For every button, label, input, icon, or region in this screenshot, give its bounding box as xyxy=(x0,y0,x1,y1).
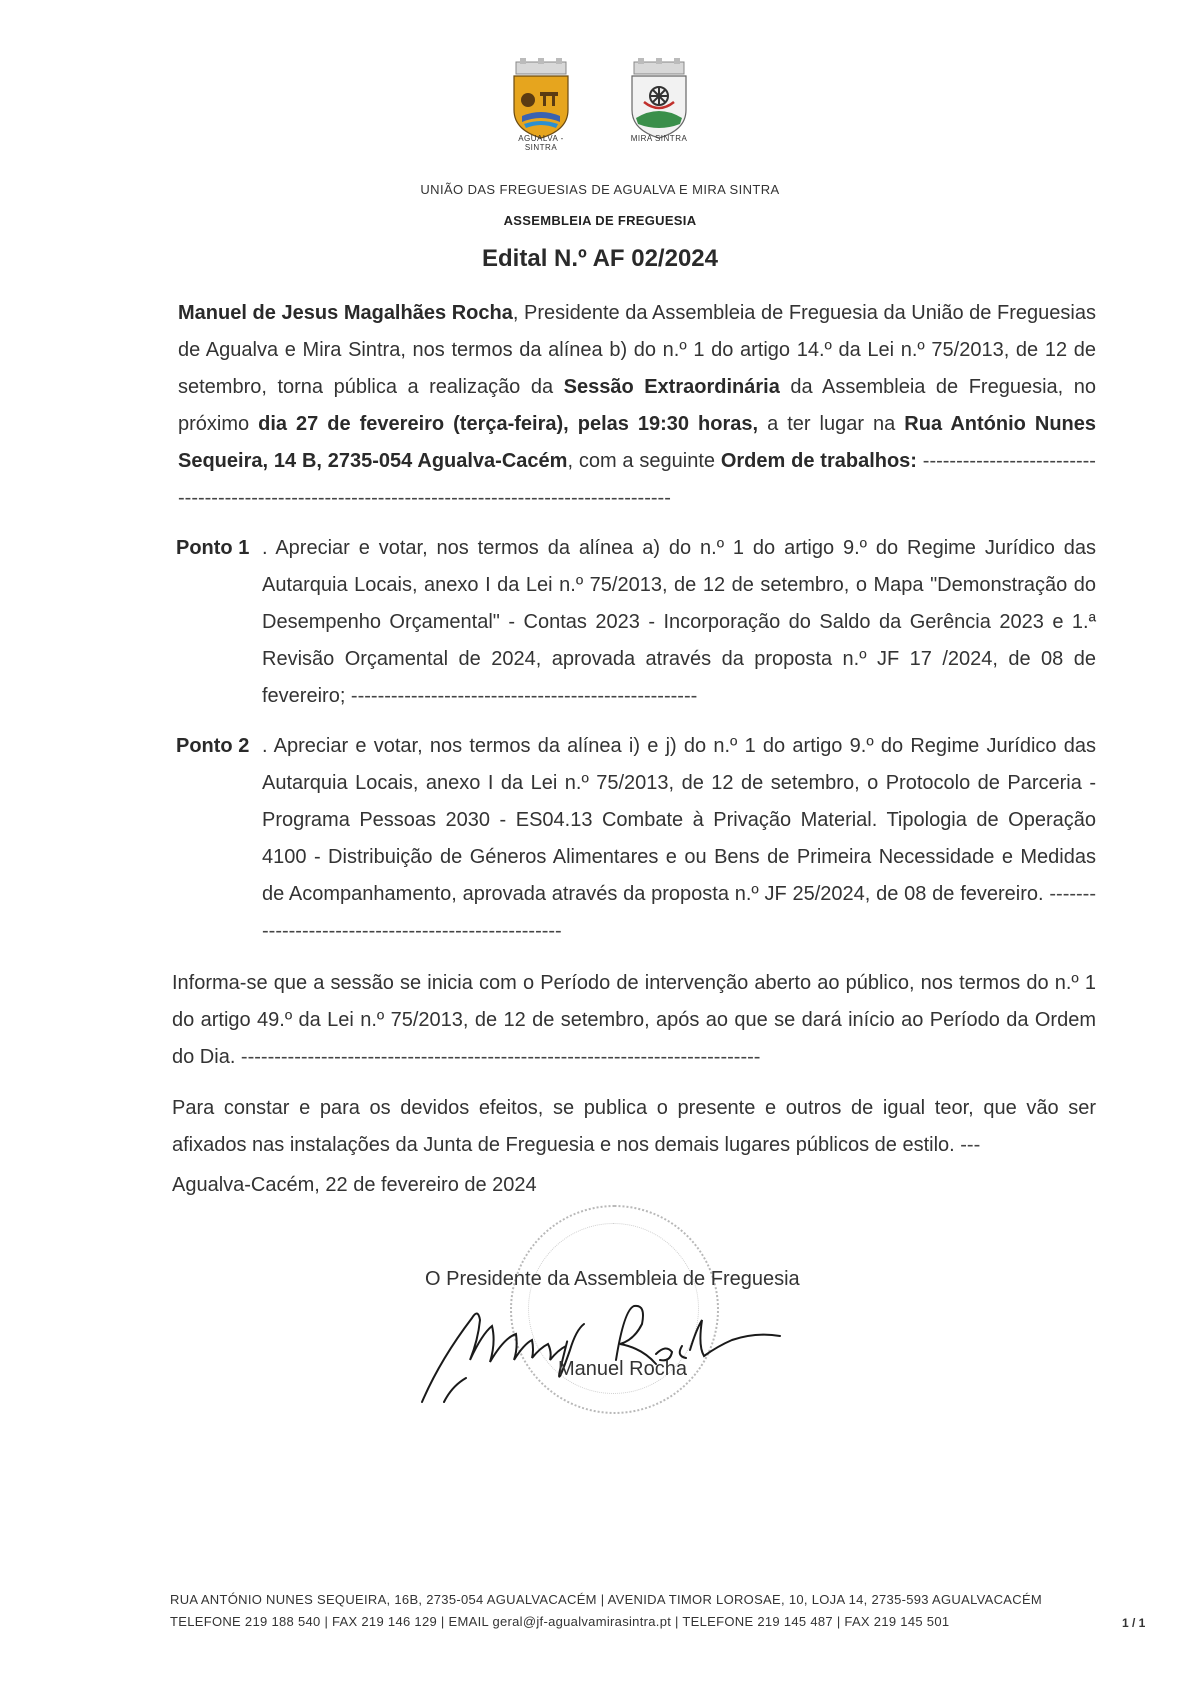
agenda-item-2-text: . Apreciar e votar, nos termos da alínea i) e j) do n.º 1 do artigo 9.º do Regime Jurídico das Autarquia Locais, anexo I da Lei n.º 75/2013, de 12 de setembro, o Protocolo de Parceria - Programa Pessoas 2030 - ES04.13 Combate à Privação Material. Tipologia de Operação 4100 - Distribuição de Géneros Alimentares e ou Bens de Primeira Necessidade e Medidas de Acompanhamento, aprovada através da proposta n.º JF 25/2024, de 08 de fevereiro. xyxy=(262,735,1096,905)
closing-paragraph xyxy=(172,1090,1096,1164)
page-number: 1 / 1 xyxy=(1122,1616,1146,1630)
union-name: UNIÃO DAS FREGUESIAS DE AGUALVA E MIRA SINTRA xyxy=(420,182,780,197)
signer-name: Manuel Rocha xyxy=(558,1358,687,1380)
info-text: Informa-se que a sessão se inicia com o Período de intervenção aberto ao público, nos termos do n.º 1 do artigo 49.º da Lei n.º 75/2013, de 12 de setembro, após ao que se dará início ao Período da Ordem do Dia. xyxy=(172,972,1096,1068)
closing-text: Para constar e para os devidos efeitos, se publica o presente e outros de igual teor, que vão ser afixados nas instalações da Junta de Freguesia e nos demais lugares públicos de estilo. xyxy=(172,1097,1096,1156)
president-name: Manuel de Jesus Magalhães Rocha xyxy=(178,302,513,324)
agenda-item-2-label: Ponto 2 xyxy=(176,735,250,757)
session-address: Rua António Nunes Sequeira, 14 B, 2735-054 Agualva-Cacém xyxy=(178,413,1096,472)
info-paragraph xyxy=(172,965,1096,1076)
intro-text-3: a ter lugar na xyxy=(758,413,905,435)
intro-text-1: , Presidente da Assembleia de Freguesia da União de Freguesias de Agualva e Mira Sintra, nos termos da alínea b) do n.º 1 do artigo 14.º da Lei n.º 75/2013, de 12 de setembro, torna pública a realização da xyxy=(178,302,1096,398)
agenda-label: Ordem de trabalhos: xyxy=(720,450,917,472)
session-type: Sessão Extraordinária xyxy=(563,376,780,398)
agenda-item-1 xyxy=(176,530,1096,715)
crests-header xyxy=(0,58,1200,156)
closing-dashes: --- xyxy=(954,1134,981,1156)
agenda-item-2-dashes: ---------------------------------------------------- xyxy=(262,883,1096,942)
assembly-name: ASSEMBLEIA DE FREGUESIA xyxy=(503,213,697,228)
signer-title: O Presidente da Assembleia de Freguesia xyxy=(425,1268,800,1290)
agenda-item-2 xyxy=(176,728,1096,950)
intro-text-4: , com a seguinte xyxy=(567,450,721,472)
agenda-item-1-text: . Apreciar e votar, nos termos da alínea a) do n.º 1 do artigo 9.º do Regime Jurídico das Autarquia Locais, anexo I da Lei n.º 75/2013, de 12 de setembro, o Mapa "Demonstração do Desempenho Orçamental" - Contas 2023 - Incorporação do Saldo da Gerência 2023 e 1.ª Revisão Orçamental de 2024, aprovada através da proposta n.º JF 17 /2024, de 08 de fevereiro; xyxy=(262,537,1096,707)
session-date-time: dia 27 de fevereiro (terça-feira), pelas 19:30 horas, xyxy=(258,413,759,435)
agualva-crest-logo xyxy=(502,58,580,156)
intro-text-2: da Assembleia de Freguesia, no próximo xyxy=(178,376,1096,435)
place-date: Agualva-Cacém, 22 de fevereiro de 2024 xyxy=(172,1174,537,1196)
info-dashes: ------------------------------------------------------------------------------ xyxy=(235,1046,761,1068)
mira-sintra-crest-logo xyxy=(620,58,698,156)
intro-paragraph xyxy=(178,295,1096,517)
agenda-item-1-label: Ponto 1 xyxy=(176,537,250,559)
agenda-item-1-dashes: ---------------------------------------------------- xyxy=(345,685,698,707)
intro-dashes: ---------------------------------------------------------------------------------------------------- xyxy=(178,450,1096,509)
agualva-crest-caption: AGUALVA - SINTRA xyxy=(518,134,564,152)
handwritten-signature xyxy=(420,1290,790,1410)
edital-title: Edital N.º AF 02/2024 xyxy=(482,245,718,272)
footer-contacts: TELEFONE 219 188 540 | FAX 219 146 129 | EMAIL geral@jf-agualvamirasintra.pt | TELEFONE 219 145 487 | FAX 219 145 501 xyxy=(170,1614,950,1629)
mira-sintra-crest-caption: MIRA SINTRA xyxy=(630,134,688,143)
footer-addresses: RUA ANTÓNIO NUNES SEQUEIRA, 16B, 2735-054 AGUALVACACÉM | AVENIDA TIMOR LOROSAE, 10, LOJA 14, 2735-593 AGUALVACACÉM xyxy=(170,1592,1043,1607)
